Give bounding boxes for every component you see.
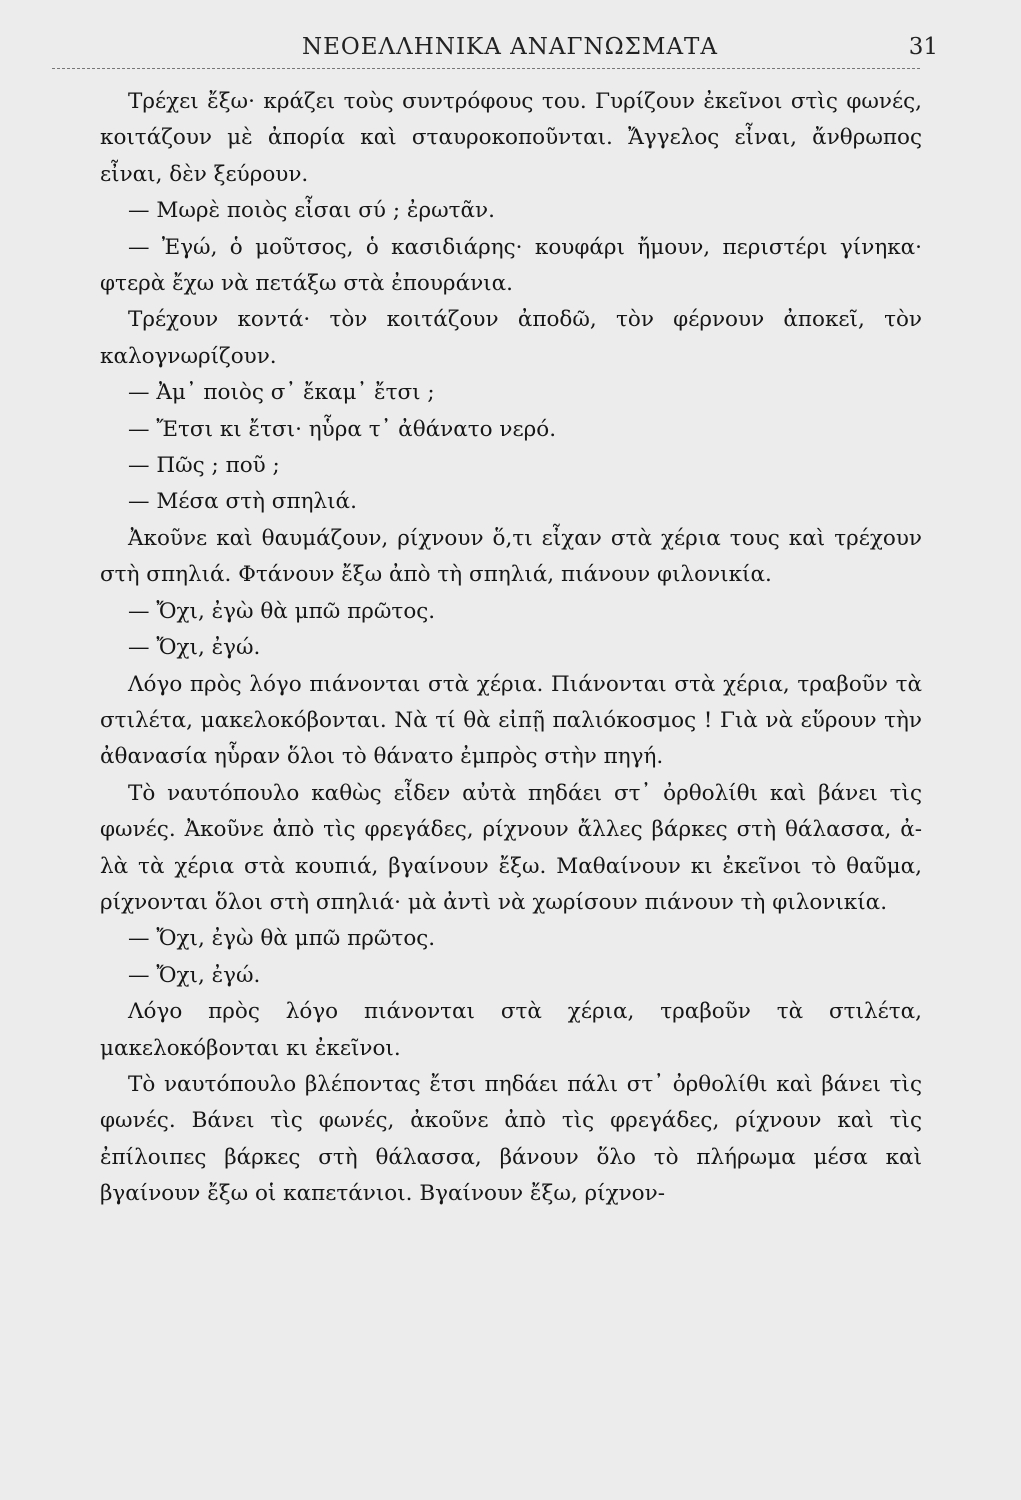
- running-title: ΝΕΟΕΛΛΗΝΙΚΑ ΑΝΑΓΝΩΣΜΑΤΑ: [301, 34, 719, 60]
- dialogue-line: — Μωρὲ ποιὸς εἶσαι σύ ; ἐρωτᾶν.: [128, 198, 495, 224]
- dialogue-line: — Ὄχι, ἐγὼ θὰ μπῶ πρῶτος.: [128, 598, 436, 624]
- paragraph: Λόγο πρὸς λόγο πιάνονται στὰ χέρια. Πιάνονται στὰ χέρια, τραβοῦν τὰ στιλέτα, μακελοκόβονται. Νὰ τί θὰ εἰπῇ παλιόκοσμος ! Γιὰ νὰ εὕρουν τὴν ἀθανασία ηὗραν ὅλοι τὸ θάνατο ἐμπρὸς στὴν πηγή.: [100, 671, 922, 770]
- paragraph: Λόγο πρὸς λόγο πιάνονται στὰ χέρια, τραβοῦν τὰ στιλέτα, μακελοκόβονται κι ἐκεῖνοι.: [100, 999, 922, 1061]
- page-number: 31: [908, 34, 938, 60]
- paragraph: Τρέχει ἔξω· κράζει τοὺς συντρόφους του. Γυρίζουν ἐκεῖνοι στὶς φωνές, κοιτάζουν μὲ ἀπορία καὶ σταυροκοποῦνται. Ἄγγελος εἶναι, ἄνθρωπος εἶναι, δὲν ξεύρουν.: [100, 89, 922, 187]
- dialogue-line: — Πῶς ; ποῦ ;: [128, 453, 280, 479]
- body-text: [100, 84, 922, 1414]
- dialogue-line: — Ὄχι, ἐγὼ θὰ μπῶ πρῶτος.: [128, 926, 436, 952]
- dialogue-line: — Μέσα στὴ σπηλιά.: [128, 489, 357, 515]
- paragraph: Ἀκοῦνε καὶ θαυμάζουν, ρίχνουν ὅ,τι εἶχαν στὰ χέρια τους καὶ τρέχουν στὴ σπηλιά. Φτάνουν ἔξω ἀπὸ τὴ σπηλιά, πιάνουν φιλονικία.: [100, 525, 922, 588]
- paragraph: Τρέχουν κοντά· τὸν κοιτάζουν ἀποδῶ, τὸν φέρνουν ἀποκεῖ, τὸν καλογνωρίζουν.: [100, 307, 922, 369]
- paragraph: Τὸ ναυτόπουλο βλέποντας ἔτσι πηδάει πάλι στ᾿ ὀρθολίθι καὶ βάνει τὶς φωνές. Βάνει τὶς φωνές, ἀκοῦνε ἀπὸ τὶς φρεγάδες, ρίχνουν καὶ τὶς ἐπίλοιπες βάρκες στὴ θάλασσα, βάνουν ὅλο τὸ πλήρωμα μέσα καὶ βγαίνουν ἔξω οἱ καπετάνιοι. Βγαίνουν ἔξω, ρίχνον-: [100, 1071, 922, 1207]
- dialogue-line: — Ἐγώ, ὁ μοῦτσος, ὁ κασιδιάρης· κουφάρι ἤμουν, περιστέρι γίνηκα· φτερὰ ἔχω νὰ πετάξω στὰ ἐπουράνια.: [100, 234, 922, 297]
- dialogue-line: — Ὄχι, ἐγώ.: [128, 635, 261, 661]
- paragraph: Τὸ ναυτόπουλο καθὼς εἶδεν αὐτὰ πηδάει στ᾿ ὀρθολίθι καὶ βάνει τὶς φωνές. Ἀκοῦνε ἀπὸ τὶς φρεγάδες, ρίχνουν ἄλλες βάρκες στὴ θάλασσα, ἀ-λὰ τὰ χέρια στὰ κουπιά, βγαίνουν ἔξω. Μαθαίνουν κι ἐκεῖνοι τὸ θαῦμα, ρίχνονται ὅλοι στὴ σπηλιά· μὰ ἀντὶ νὰ χωρίσουν πιάνουν τὴ φιλονικία.: [100, 780, 922, 915]
- dialogue-line: — Ἀμ᾿ ποιὸς σ᾿ ἔκαμ᾿ ἔτσι ;: [128, 380, 435, 406]
- dialogue-line: — Ἔτσι κι ἔτσι· ηὗρα τ᾿ ἀθάνατο νερό.: [128, 416, 557, 442]
- dialogue-line: — Ὄχι, ἐγώ.: [128, 962, 261, 988]
- header-rule: [52, 68, 920, 69]
